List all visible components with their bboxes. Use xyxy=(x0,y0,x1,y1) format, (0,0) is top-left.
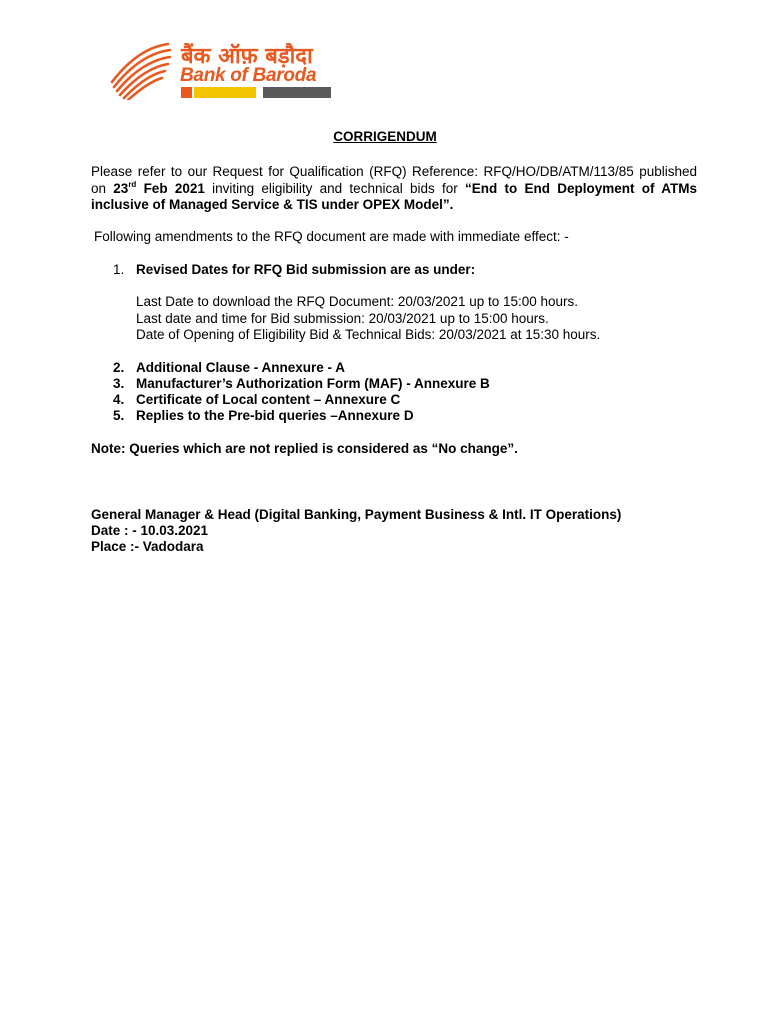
amendments-intro: Following amendments to the RFQ document are made with immediate effect: - xyxy=(94,229,569,244)
item-4-number: 4. xyxy=(113,392,125,407)
date-line-3: Date of Opening of Eligibility Bid & Technical Bids: 20/03/2021 at 15:30 hours. xyxy=(136,327,601,342)
intro-line-1: Please refer to our Request for Qualification (RFQ) Reference: RFQ/HO/DB/ATM/113/85 published xyxy=(91,164,697,179)
logo-bar-dark xyxy=(263,87,331,98)
item-2-number: 2. xyxy=(113,360,125,375)
logo-hindi-name: बैंक ऑफ़ बड़ौदा xyxy=(181,44,313,69)
item-1-number: 1. xyxy=(113,262,125,277)
page-title: CORRIGENDUM xyxy=(333,129,437,144)
logo-english-name: Bank of Baroda xyxy=(180,65,317,86)
logo-tagline-bar xyxy=(181,87,331,98)
date-line-1: Last Date to download the RFQ Document: 20/03/2021 up to 15:00 hours. xyxy=(136,294,579,309)
item-4-label: Certificate of Local content – Annexure C xyxy=(136,392,401,407)
logo-bar-red xyxy=(181,87,192,98)
item-2-label: Additional Clause - Annexure - A xyxy=(136,360,346,375)
date-line-2: Last date and time for Bid submission: 20/03/2021 up to 15:00 hours. xyxy=(136,311,549,326)
item-3-number: 3. xyxy=(113,376,125,391)
signature-place: Place :- Vadodara xyxy=(91,539,204,554)
item-3-label: Manufacturer’s Authorization Form (MAF) - Annexure B xyxy=(136,376,490,391)
bank-of-baroda-logo xyxy=(108,40,338,100)
baroda-sun-icon xyxy=(108,40,178,100)
item-5-number: 5. xyxy=(113,408,125,423)
logo-bar-yellow xyxy=(194,87,256,98)
item-5-label: Replies to the Pre-bid queries –Annexure D xyxy=(136,408,414,423)
intro-line-2: on 23rd Feb 2021 inviting eligibility and technical bids for “End to End Deployment of ATMs xyxy=(91,180,697,196)
item-1-label: Revised Dates for RFQ Bid submission are as under: xyxy=(136,262,476,277)
signature-designation: General Manager & Head (Digital Banking, Payment Business & Intl. IT Operations) xyxy=(91,507,622,522)
note: Note: Queries which are not replied is considered as “No change”. xyxy=(91,441,518,456)
signature-date: Date : - 10.03.2021 xyxy=(91,523,209,538)
intro-line-3: inclusive of Managed Service & TIS under OPEX Model”. xyxy=(91,197,454,212)
